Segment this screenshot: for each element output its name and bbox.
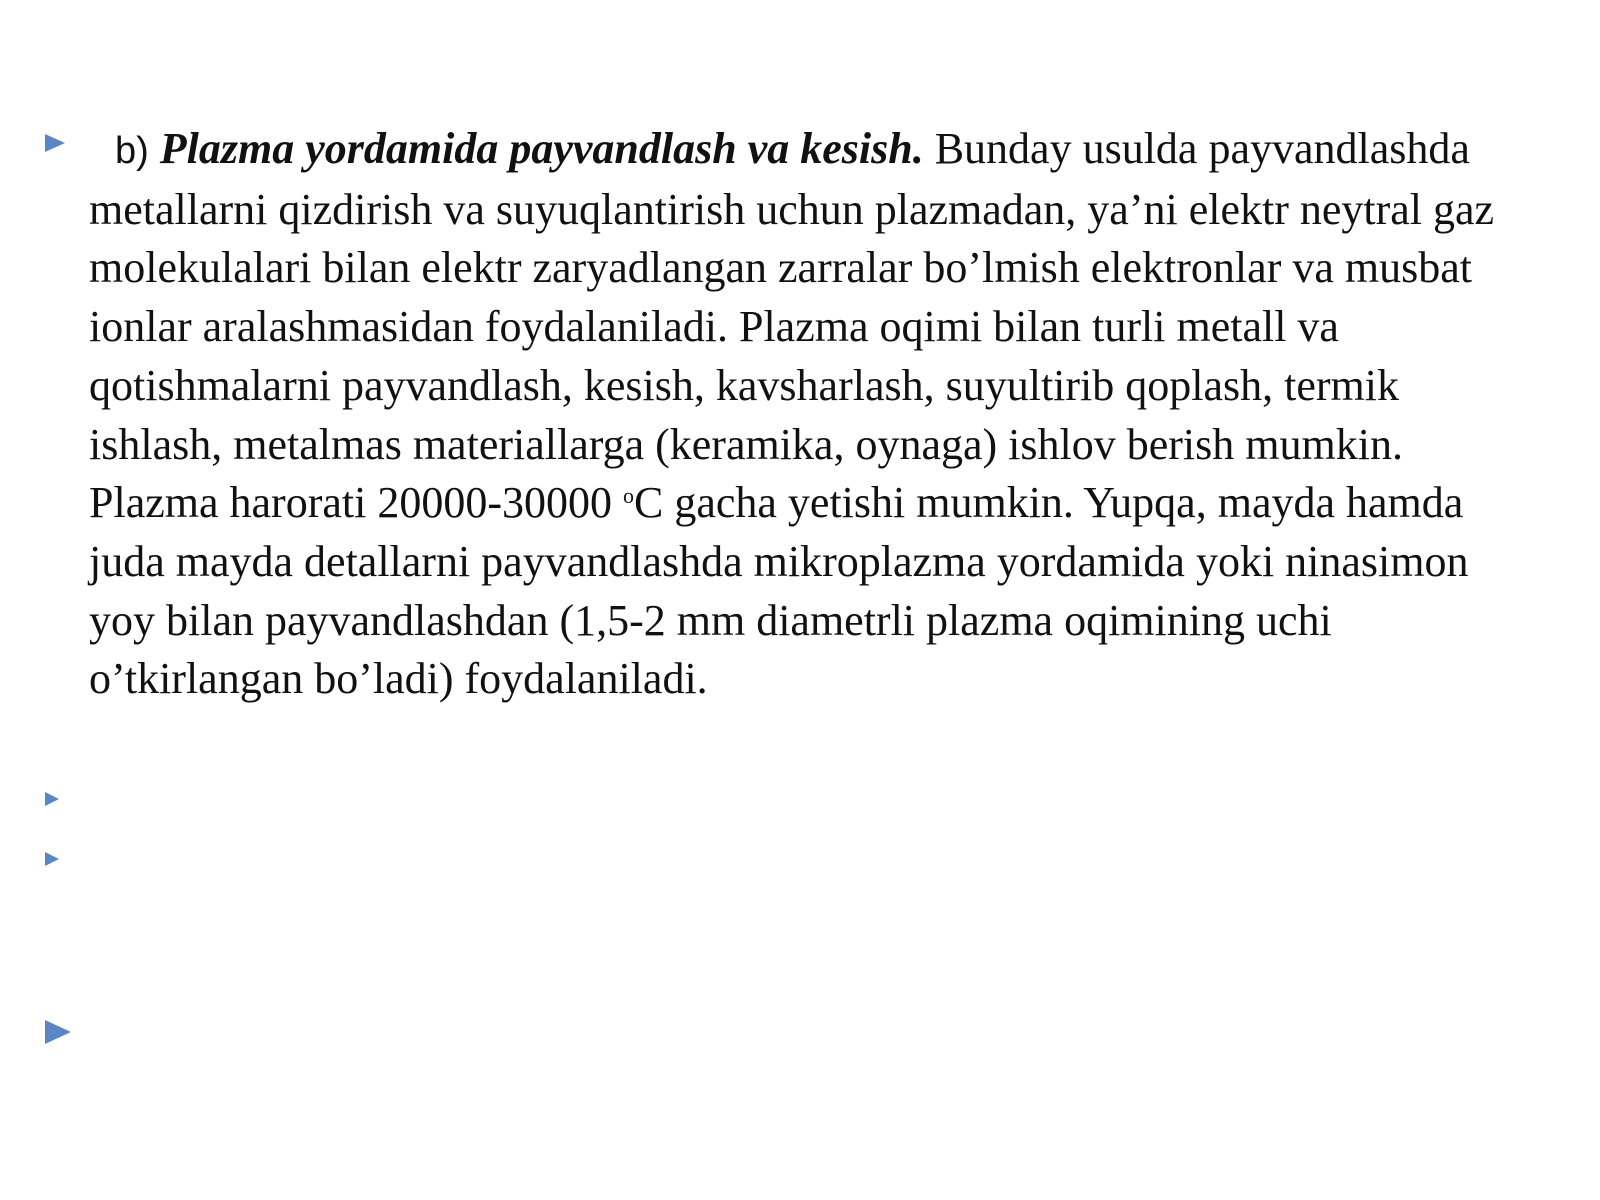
paragraph-body-part2: C gacha yetishi mumkin. Yupqa, mayda hamda juda mayda detallarni payvandlashda mikroplazma yordamida yoki ninasimon yoy bilan payvandlashdan (1,5-2 mm diametrli plazma oqimining uchi o’tkirlangan bo’ladi) foydalaniladi. [89,478,1469,704]
main-paragraph [89,120,1539,709]
paragraph-heading: Plazma yordamida payvandlash va kesish. [159,124,924,173]
bullet-triangle-icon [45,134,65,152]
degree-superscript: o [622,483,634,509]
empty-bullet-triangle-icon [45,1020,71,1044]
paragraph-body-part1: Bunday usulda payvandlashda metallarni qizdirish va suyuqlantirish uchun plazmadan, ya’ni elektr neytral gaz molekulalari bilan elektr zaryadlangan zarralar bo’lmish elektronlar va musbat ionlar aralashmasidan foydalaniladi. Plazma oqimi bilan turli metall va qotishmalarni payvandlash, kesish, kavsharlash, suyultirib qoplash, termik ishlash, metalmas materiallarga (keramika, oynaga) ishlov berish mumkin. Plazma harorati 20000-30000 [89,124,1495,528]
empty-bullet-triangle-icon [45,792,59,806]
paragraph-prefix: b) [115,130,149,172]
empty-bullet-triangle-icon [45,852,59,866]
